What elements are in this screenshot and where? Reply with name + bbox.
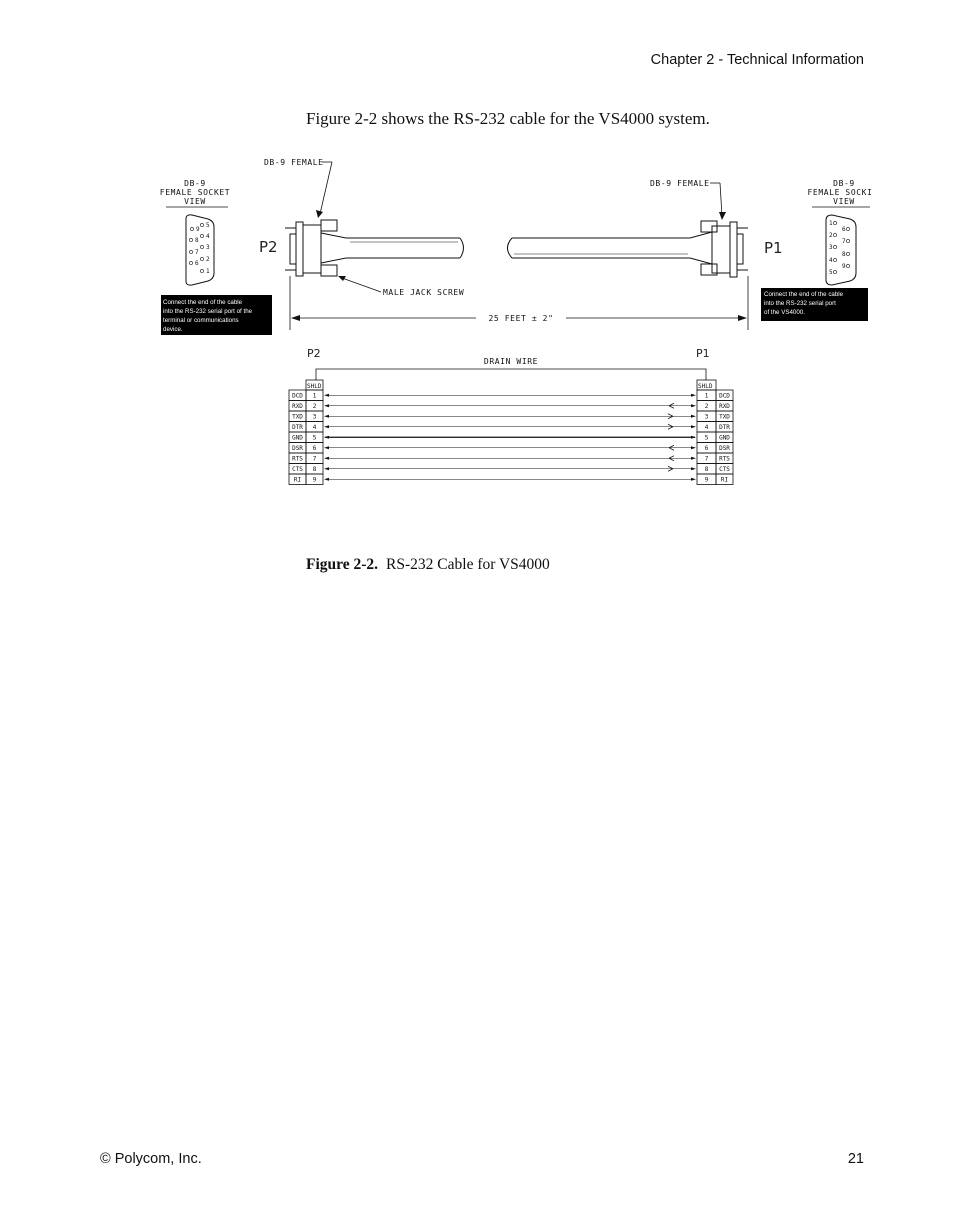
right-signal-name: DCD [719, 392, 730, 400]
wire-end-arrow [324, 478, 329, 481]
right-signal-name: CTS [719, 465, 730, 473]
left-signal-name: RI [293, 476, 302, 484]
left-view-line-2: FEMALE SOCKET [159, 188, 231, 197]
left-connector-shell [285, 220, 346, 276]
wire-end-arrow [324, 404, 329, 407]
right-connector-label: DB-9 FEMALE [650, 179, 710, 188]
wire-end-arrow [691, 478, 696, 481]
svg-text:1: 1 [829, 220, 833, 227]
length-label: 25 FEET ± 2" [488, 314, 554, 323]
svg-text:8: 8 [195, 237, 199, 244]
svg-text:9: 9 [842, 263, 846, 270]
footer-copyright: © Polycom, Inc. [100, 1151, 202, 1167]
left-pin-number: 8 [312, 465, 317, 473]
left-note-line-2: into the RS-232 serial port of the [163, 308, 253, 315]
left-view-line-3: VIEW [184, 197, 206, 206]
left-signal-name: RXD [292, 402, 303, 410]
wiring-row [289, 443, 733, 454]
figure-caption [306, 556, 550, 574]
right-note-line-2: into the RS-232 serial port [764, 300, 836, 307]
wiring-right-label: P1 [696, 347, 710, 360]
drain-wire [316, 369, 706, 380]
wire-end-arrow [324, 394, 329, 397]
left-pin-number: 3 [312, 413, 317, 421]
wire-end-arrow [691, 394, 696, 397]
caption-label: Figure 2-2. [306, 556, 379, 573]
right-shield-label: SHLD [698, 383, 713, 390]
right-pin-number: 2 [704, 402, 709, 410]
right-signal-name: RXD [719, 402, 730, 410]
svg-text:9: 9 [196, 226, 200, 233]
left-pin-number: 4 [312, 423, 317, 431]
wire-end-arrow [324, 436, 329, 439]
left-shield-label: SHLD [307, 383, 322, 390]
right-view-line-1: DB-9 [833, 179, 855, 188]
right-pin-number: 7 [704, 455, 709, 463]
left-signal-name: DSR [292, 444, 303, 452]
page-number: 21 [847, 1151, 864, 1167]
left-view-line-1: DB-9 [184, 179, 206, 188]
right-pin-number: 1 [704, 392, 709, 400]
running-header: Chapter 2 - Technical Information [650, 52, 864, 68]
wiring-left-label: P2 [307, 347, 321, 360]
left-signal-name: TXD [292, 413, 303, 421]
wire-end-arrow [324, 425, 329, 428]
right-note-line-1: Connect the end of the cable [764, 291, 844, 298]
left-signal-name: CTS [292, 465, 303, 473]
left-signal-name: DTR [292, 423, 303, 431]
left-signal-name: RTS [292, 455, 303, 463]
right-signal-name: DTR [719, 423, 730, 431]
intro-sentence: Figure 2-2 shows the RS-232 cable for the VS4000 system. [306, 109, 710, 128]
left-pin-number: 2 [312, 402, 317, 410]
wiring-row [289, 432, 733, 443]
left-pin-number: 7 [312, 455, 317, 463]
svg-text:7: 7 [195, 249, 199, 256]
caption-text: RS-232 Cable for VS4000 [386, 556, 550, 573]
wiring-row [289, 474, 733, 485]
wire-end-arrow [691, 415, 696, 418]
left-note-line-3: terminal or communications [163, 317, 239, 324]
right-signal-name: RI [720, 476, 729, 484]
right-pin-number: 4 [704, 423, 709, 431]
wire-end-arrow [324, 457, 329, 460]
wire-end-arrow [691, 425, 696, 428]
wire-end-arrow [691, 446, 696, 449]
wiring-rows [289, 390, 733, 485]
cable-body [346, 238, 690, 258]
wiring-row [289, 453, 733, 464]
svg-text:1: 1 [206, 268, 210, 275]
jack-screw-label: MALE JACK SCREW [383, 288, 465, 297]
wire-end-arrow [691, 467, 696, 470]
right-pin-number: 3 [704, 413, 709, 421]
wire-end-arrow [324, 467, 329, 470]
left-db9-socket [186, 215, 214, 285]
svg-text:6: 6 [842, 226, 846, 233]
left-pin-number: 1 [312, 392, 317, 400]
wiring-row [289, 464, 733, 475]
svg-text:5: 5 [829, 269, 833, 276]
svg-text:5: 5 [206, 222, 210, 229]
wiring-row [289, 401, 733, 412]
right-signal-name: DSR [719, 444, 730, 452]
right-connector-shell [690, 221, 748, 277]
right-pin-number: 8 [704, 465, 709, 473]
wire-end-arrow [324, 446, 329, 449]
right-socket-pins [829, 220, 850, 276]
right-pin-number: 5 [704, 434, 709, 442]
left-note-line-4: device. [163, 326, 183, 333]
left-socket-pins [189, 222, 210, 275]
svg-text:4: 4 [829, 257, 833, 264]
left-signal-name: DCD [292, 392, 303, 400]
svg-text:4: 4 [206, 233, 210, 240]
svg-text:2: 2 [829, 232, 833, 239]
drain-wire-label: DRAIN WIRE [483, 357, 539, 366]
wiring-row [289, 390, 733, 401]
right-pin-number: 9 [704, 476, 709, 484]
left-note-line-1: Connect the end of the cable [163, 299, 243, 306]
right-signal-name: GND [719, 434, 730, 442]
wiring-row [289, 422, 733, 433]
svg-text:2: 2 [206, 256, 210, 263]
right-pin-number: 6 [704, 444, 709, 452]
svg-text:6: 6 [195, 260, 199, 267]
left-signal-name: GND [292, 434, 303, 442]
right-view-line-3: VIEW [833, 197, 855, 206]
right-signal-name: TXD [719, 413, 730, 421]
wire-end-arrow [691, 436, 696, 439]
right-view-line-2: FEMALE SOCKI [807, 188, 873, 197]
left-plug-label: P2 [259, 238, 278, 256]
left-connector-label: DB-9 FEMALE [264, 158, 324, 167]
svg-text:8: 8 [842, 251, 846, 258]
left-pin-number: 9 [312, 476, 317, 484]
svg-text:3: 3 [206, 244, 210, 251]
svg-text:3: 3 [829, 244, 833, 251]
right-note-line-3: of the VS4000. [764, 309, 805, 316]
left-pin-number: 5 [312, 434, 317, 442]
right-signal-name: RTS [719, 455, 730, 463]
right-plug-label: P1 [764, 239, 783, 257]
svg-text:7: 7 [842, 238, 846, 245]
left-pin-number: 6 [312, 444, 317, 452]
wiring-row [289, 411, 733, 422]
wire-end-arrow [691, 404, 696, 407]
wire-end-arrow [691, 457, 696, 460]
wire-end-arrow [324, 415, 329, 418]
